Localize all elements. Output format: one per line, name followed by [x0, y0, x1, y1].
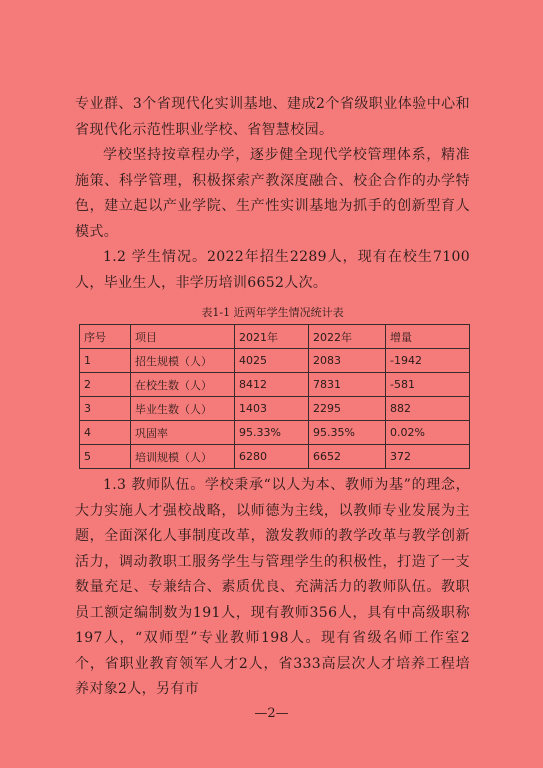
paragraph-programs: 专业群、3个省现代化实训基地、建成2个省级职业体验中心和省现代化示范性职业学校、省智慧校园。: [75, 96, 470, 138]
table-cell: 372: [386, 445, 470, 469]
table-cell: 95.35%: [309, 421, 386, 445]
table-cell: 2083: [309, 349, 386, 373]
student-stats-table: [79, 324, 470, 469]
table-row: [80, 445, 470, 469]
header-cell: 2021年: [235, 325, 309, 349]
table-row: [80, 421, 470, 445]
table-cell: 5: [80, 445, 131, 469]
table-header-row: [80, 325, 470, 349]
paragraph-teachers: 1.3 教师队伍。学校秉承“以人为本、教师为基”的理念，大力实施人才强校战略，以师德为主线，以教师专业发展为主题，全面深化人事制度改革，激发教师的教学改革与教学创新活力，调动教职工服务学生与管理学生的积极性，打造了一支数量充足、专兼结合、素质优良、充满活力的教师队伍。教职员工额定编制数为191人，现有教师356人，具有中高级职称197人，“双师型”专业教师198人。现有省级名师工作室2个，省职业教育领军人才2人，省333高层次人才培养工程培养对象2人，另有市: [75, 477, 470, 697]
header-cell: 2022年: [309, 325, 386, 349]
table-cell: 3: [80, 397, 131, 421]
table-cell: 培训规模（人）: [131, 445, 235, 469]
table-cell: 毕业生数（人）: [131, 397, 235, 421]
table-cell: 7831: [309, 373, 386, 397]
table-cell: 0.02%: [386, 421, 470, 445]
table-cell: 招生规模（人）: [131, 349, 235, 373]
table-cell: 巩固率: [131, 421, 235, 445]
table-cell: 在校生数（人）: [131, 373, 235, 397]
paragraph-management: 学校坚持按章程办学，逐步健全现代学校管理体系，精准施策、科学管理，积极探索产教深度融合、校企合作的办学特色，建立起以产业学院、生产性实训基地为抓手的创新型育人模式。: [75, 147, 470, 240]
header-cell: 增量: [386, 325, 470, 349]
table-cell: -581: [386, 373, 470, 397]
table-cell: 1403: [235, 397, 309, 421]
table-caption: 表1-1 近两年学生情况统计表: [201, 306, 344, 319]
table-cell: 882: [386, 397, 470, 421]
table-row: [80, 349, 470, 373]
table-cell: 2295: [309, 397, 386, 421]
table-row: [80, 397, 470, 421]
document-body: [75, 92, 470, 703]
table-cell: 95.33%: [235, 421, 309, 445]
header-cell: 项目: [131, 325, 235, 349]
table-cell: 6280: [235, 445, 309, 469]
table-cell: 4025: [235, 349, 309, 373]
table-cell: 2: [80, 373, 131, 397]
paragraph-students: 1.2 学生情况。2022年招生2289人，现有在校生7100人，毕业生人，非学历培训6652人次。: [75, 249, 470, 291]
table-cell: -1942: [386, 349, 470, 373]
page-number: —2—: [254, 706, 289, 721]
table-cell: 8412: [235, 373, 309, 397]
table-cell: 1: [80, 349, 131, 373]
header-cell: 序号: [80, 325, 131, 349]
table-cell: 4: [80, 421, 131, 445]
table-row: [80, 373, 470, 397]
table-cell: 6652: [309, 445, 386, 469]
